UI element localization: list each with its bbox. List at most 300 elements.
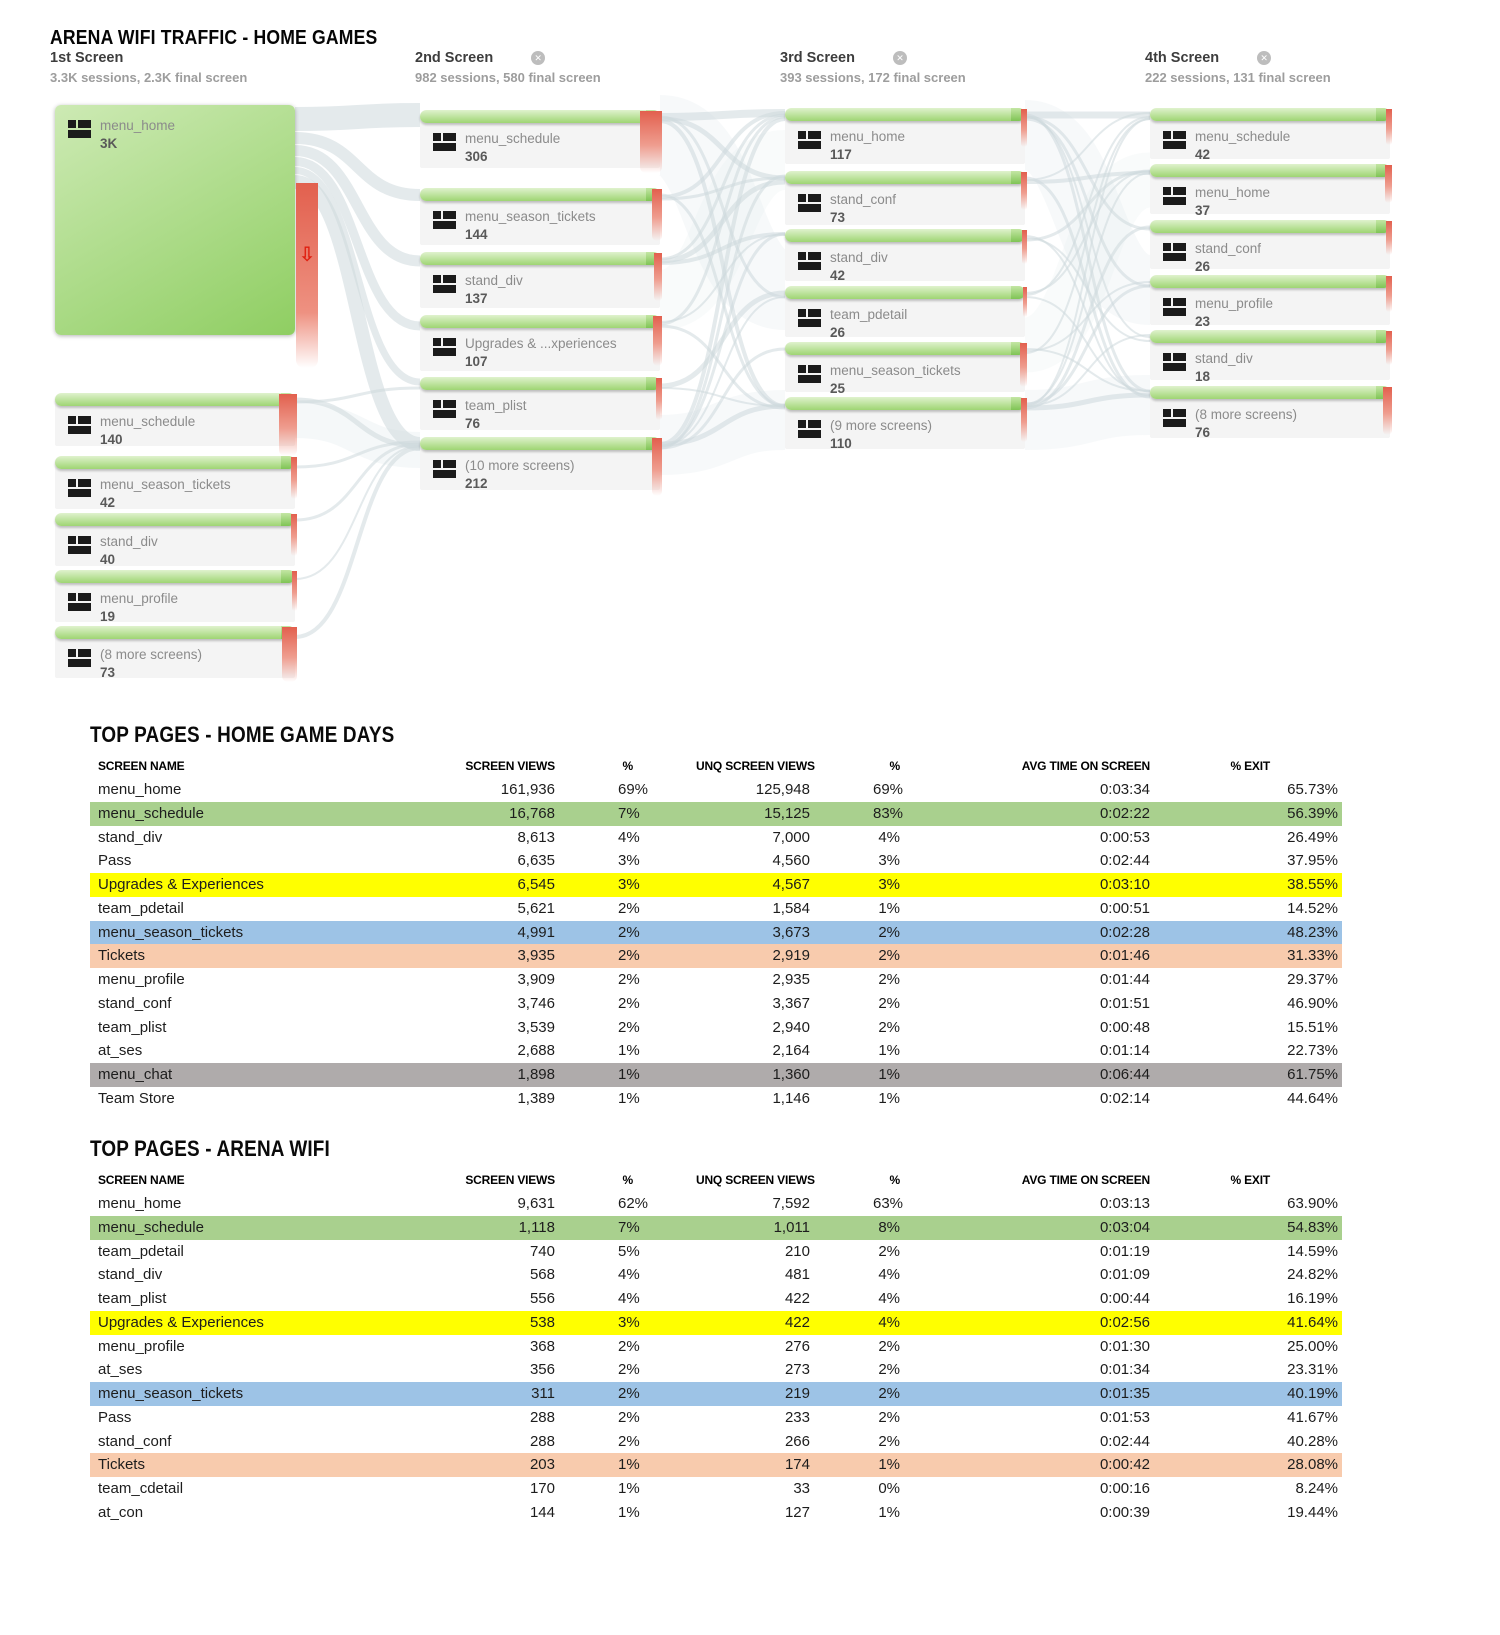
value-cell: 41.67%: [1287, 1408, 1338, 1426]
node-label: [68, 647, 202, 680]
value-cell: 0:02:56: [1099, 1313, 1150, 1331]
value-cell: 8,613: [517, 828, 555, 846]
screen-name-cell: at_con: [98, 1503, 144, 1521]
value-cell: 16.19%: [1287, 1290, 1338, 1307]
screen-name-cell: menu_season_tickets: [98, 1385, 244, 1402]
exit-dropoff: [1020, 343, 1027, 387]
value-cell: 2%: [878, 1361, 900, 1379]
table-row: [90, 1016, 1342, 1040]
node-bar: [55, 393, 295, 406]
column-summary: 222 sessions, 131 final screen: [1145, 70, 1331, 85]
flow-node-menu-season-tickets[interactable]: [785, 342, 1025, 396]
value-cell: 0:01:30: [1099, 1337, 1150, 1355]
value-cell: 174: [784, 1456, 810, 1474]
node-label: [433, 131, 560, 164]
screen-name-cell: at_ses: [98, 1042, 143, 1060]
node-value: 137: [465, 290, 488, 306]
exit-dropoff: [652, 189, 662, 241]
flow-node-menu-profile[interactable]: [55, 570, 295, 622]
screen-icon: [1163, 409, 1186, 433]
column-title: 4th Screen: [1145, 50, 1220, 66]
value-cell: 1%: [878, 899, 900, 917]
value-cell: 481: [784, 1266, 810, 1284]
node-name: menu_home: [830, 129, 906, 144]
node-value: 42: [830, 267, 846, 283]
column-header: %: [622, 1173, 633, 1187]
value-cell: 3,909: [517, 971, 555, 988]
node-label: [433, 336, 617, 369]
value-cell: 1,146: [772, 1089, 810, 1107]
screen-name-cell: menu_schedule: [98, 804, 204, 822]
value-cell: 41.64%: [1287, 1313, 1338, 1331]
value-cell: 1%: [618, 1066, 640, 1083]
value-cell: 24.82%: [1287, 1266, 1338, 1284]
value-cell: 4,560: [772, 852, 810, 870]
table-row: [90, 968, 1342, 992]
value-cell: 1%: [618, 1089, 640, 1107]
report-title: ARENA WIFI TRAFFIC - HOME GAMES: [50, 27, 378, 49]
value-cell: 2%: [878, 1337, 900, 1355]
value-cell: 422: [784, 1313, 810, 1331]
node-bar: [785, 229, 1025, 242]
table-row: [90, 1453, 1342, 1477]
value-cell: 40.19%: [1287, 1385, 1338, 1402]
flow-node-menu-profile[interactable]: [1150, 275, 1390, 329]
exit-dropoff: [1386, 331, 1392, 365]
node-label: [68, 118, 175, 151]
node-value: 25: [830, 380, 846, 396]
value-cell: 161,936: [500, 781, 555, 798]
value-cell: 29.37%: [1287, 971, 1338, 988]
value-cell: 0:01:35: [1099, 1385, 1150, 1402]
screen-name-cell: Pass: [98, 1408, 132, 1426]
node-value: 107: [465, 353, 488, 369]
table-row: [90, 778, 1342, 802]
value-cell: 0%: [878, 1480, 900, 1497]
node-name: (9 more screens): [830, 418, 933, 433]
node-bar: [55, 513, 295, 526]
screen-name-cell: Upgrades & Experiences: [98, 876, 264, 893]
value-cell: 6,545: [517, 876, 555, 893]
value-cell: 125,948: [755, 781, 810, 798]
value-cell: 1%: [878, 1503, 900, 1521]
value-cell: 2%: [618, 994, 640, 1012]
value-cell: 0:02:22: [1099, 804, 1150, 822]
node-bar: [1150, 164, 1390, 177]
value-cell: 1,011: [773, 1218, 810, 1236]
value-cell: 1%: [618, 1456, 640, 1474]
value-cell: 2%: [878, 994, 900, 1012]
value-cell: 2%: [618, 1385, 640, 1402]
value-cell: 2,919: [772, 947, 810, 965]
flow-node-menu-home[interactable]: [785, 108, 1025, 164]
value-cell: 83%: [873, 804, 904, 822]
value-cell: 9,631: [517, 1195, 555, 1212]
value-cell: 1%: [618, 1042, 640, 1060]
exit-dropoff: [291, 514, 297, 556]
node-label: [1163, 351, 1253, 384]
column-summary: 982 sessions, 580 final screen: [415, 70, 601, 85]
table-row: [90, 1087, 1342, 1111]
node-bar: [785, 342, 1025, 355]
column-summary: 393 sessions, 172 final screen: [780, 70, 966, 85]
node-bar: [55, 626, 295, 639]
table-row: [90, 849, 1342, 873]
node-bar: [1150, 275, 1390, 288]
screen-icon: [1163, 243, 1186, 267]
table-row: [90, 944, 1342, 968]
exit-dropoff: [653, 316, 662, 366]
value-cell: 7,592: [772, 1195, 810, 1212]
flow-column-header-1: [50, 50, 350, 85]
node-name: stand_div: [830, 250, 888, 265]
table-header-row: [90, 1170, 1342, 1192]
table-row: [90, 873, 1342, 897]
exit-dropoff: [1386, 109, 1392, 145]
value-cell: 3%: [878, 852, 900, 870]
close-column-icon[interactable]: ✕: [893, 51, 907, 65]
screen-name-cell: Team Store: [98, 1089, 175, 1107]
node-value: 42: [1195, 146, 1211, 162]
flow-node-menu-season-tickets[interactable]: [55, 456, 295, 509]
column-title: 2nd Screen: [415, 50, 494, 66]
value-cell: 288: [529, 1408, 555, 1426]
node-value: 26: [1195, 258, 1211, 274]
screen-name-cell: menu_home: [98, 781, 182, 798]
value-cell: 2,688: [517, 1042, 555, 1060]
node-name: menu_schedule: [465, 131, 561, 146]
screen-icon: [798, 365, 821, 389]
column-title: 3rd Screen: [780, 50, 855, 66]
screen-name-cell: Tickets: [98, 947, 145, 965]
node-value: 42: [100, 494, 116, 510]
dropoff-arrow-icon: ⇩: [298, 244, 316, 266]
node-name: stand_div: [465, 273, 523, 288]
value-cell: 1,898: [517, 1066, 555, 1083]
table-row: [90, 1240, 1342, 1264]
value-cell: 2,164: [772, 1042, 810, 1060]
node-label: [798, 363, 961, 396]
flow-node-menu-home[interactable]: [55, 105, 295, 335]
value-cell: 7,000: [772, 828, 810, 846]
value-cell: 2%: [878, 1242, 900, 1260]
value-cell: 556: [529, 1290, 555, 1307]
exit-dropoff: [279, 394, 297, 456]
close-column-icon[interactable]: ✕: [1257, 51, 1271, 65]
table-row: [90, 1501, 1342, 1525]
node-label: [68, 477, 231, 510]
node-name: team_pdetail: [830, 307, 908, 322]
value-cell: 62%: [618, 1195, 649, 1212]
value-cell: 273: [784, 1361, 810, 1379]
node-value: 73: [100, 664, 116, 680]
value-cell: 4%: [878, 828, 900, 846]
value-cell: 7%: [618, 804, 640, 822]
node-value: 18: [1195, 368, 1211, 384]
value-cell: 38.55%: [1287, 876, 1338, 893]
node-name: menu_season_tickets: [465, 209, 596, 224]
table-row: [90, 802, 1342, 826]
column-header: %: [889, 1173, 900, 1187]
screen-icon: [433, 338, 456, 362]
flow-column-header-4: [1145, 50, 1445, 85]
table-row: [90, 1287, 1342, 1311]
value-cell: 2%: [618, 1018, 640, 1036]
flow-link: [295, 115, 420, 119]
node-name: menu_schedule: [100, 414, 196, 429]
flow-node-stand-div[interactable]: [785, 229, 1025, 281]
screen-icon: [433, 275, 456, 299]
table-row: [90, 1430, 1342, 1454]
table-row: [90, 1216, 1342, 1240]
value-cell: 37.95%: [1287, 852, 1338, 870]
value-cell: 1%: [878, 1456, 900, 1474]
screen-icon: [68, 649, 91, 673]
exit-dropoff: [1386, 276, 1392, 312]
node-name: menu_season_tickets: [830, 363, 961, 378]
screen-name-cell: menu_schedule: [98, 1218, 204, 1236]
value-cell: 356: [529, 1361, 555, 1379]
screen-icon: [433, 460, 456, 484]
node-label: [1163, 241, 1261, 274]
flow-node--8-more-screens-[interactable]: [1150, 386, 1390, 438]
value-cell: 0:01:14: [1099, 1042, 1150, 1060]
table-header-row: [90, 756, 1342, 778]
table-top-pages-arena-wifi: [90, 1136, 1342, 1525]
table-row: [90, 1263, 1342, 1287]
close-column-icon[interactable]: ✕: [531, 51, 545, 65]
node-value: 73: [830, 209, 846, 225]
column-header: %: [622, 759, 633, 773]
screen-icon: [68, 536, 91, 560]
flow-node--9-more-screens-[interactable]: [785, 397, 1025, 449]
value-cell: 422: [784, 1290, 810, 1307]
flow-node-stand-conf[interactable]: [1150, 220, 1390, 274]
value-cell: 2,935: [772, 971, 810, 988]
column-header: SCREEN VIEWS: [465, 1173, 555, 1187]
node-name: (8 more screens): [1195, 407, 1298, 422]
value-cell: 740: [529, 1242, 555, 1260]
value-cell: 0:00:44: [1099, 1290, 1150, 1307]
value-cell: 69%: [618, 781, 649, 798]
value-cell: 2,940: [772, 1018, 810, 1036]
column-header: UNQ SCREEN VIEWS: [696, 759, 815, 773]
column-header: SCREEN NAME: [98, 1173, 185, 1187]
value-cell: 44.64%: [1287, 1089, 1338, 1107]
flow-node-menu-schedule[interactable]: [55, 393, 295, 446]
node-value: 26: [830, 324, 846, 340]
column-header: AVG TIME ON SCREEN: [1021, 759, 1150, 773]
value-cell: 1,360: [772, 1066, 810, 1083]
screen-icon: [1163, 298, 1186, 322]
screen-name-cell: menu_profile: [98, 971, 185, 988]
value-cell: 33: [793, 1480, 810, 1497]
node-label: [798, 192, 896, 225]
value-cell: 4,567: [772, 876, 810, 893]
screen-name-cell: Upgrades & Experiences: [98, 1313, 264, 1331]
screen-name-cell: stand_div: [98, 1266, 163, 1284]
screen-icon: [798, 309, 821, 333]
value-cell: 26.49%: [1287, 828, 1338, 846]
value-cell: 170: [529, 1480, 555, 1497]
value-cell: 5%: [618, 1242, 640, 1260]
screen-icon: [798, 420, 821, 444]
value-cell: 0:01:53: [1099, 1408, 1150, 1426]
value-cell: 8%: [878, 1218, 900, 1236]
node-bar: [785, 108, 1025, 121]
value-cell: 2%: [878, 1385, 900, 1402]
node-value: 212: [465, 475, 488, 491]
node-name: menu_profile: [100, 591, 179, 606]
value-cell: 0:02:44: [1099, 852, 1150, 870]
exit-dropoff: [656, 378, 662, 420]
value-cell: 0:01:34: [1099, 1361, 1150, 1379]
exit-dropoff: [282, 627, 297, 682]
exit-dropoff: [1023, 287, 1027, 317]
value-cell: 0:01:44: [1099, 971, 1150, 988]
flow-link: [295, 448, 420, 637]
screen-name-cell: at_ses: [98, 1361, 143, 1379]
value-cell: 5,621: [517, 899, 555, 917]
screen-icon: [433, 400, 456, 424]
value-cell: 276: [784, 1337, 810, 1355]
flow-column-header-3: [780, 50, 1080, 85]
screen-name-cell: team_plist: [98, 1290, 167, 1307]
value-cell: 2%: [618, 947, 640, 965]
node-value: 306: [465, 148, 488, 164]
value-cell: 2%: [618, 1408, 640, 1426]
flow-node-upgrades-xperiences[interactable]: [420, 315, 660, 371]
flow-node-menu-schedule[interactable]: [1150, 108, 1390, 162]
value-cell: 23.31%: [1287, 1361, 1338, 1379]
table-row: [90, 992, 1342, 1016]
screen-name-cell: team_pdetail: [98, 1242, 184, 1260]
node-name: stand_div: [1195, 351, 1253, 366]
exit-dropoff: [1021, 109, 1027, 147]
node-label: [68, 534, 158, 567]
flow-node-stand-div[interactable]: [1150, 330, 1390, 384]
value-cell: 28.08%: [1287, 1456, 1338, 1474]
value-cell: 4%: [878, 1290, 900, 1307]
value-cell: 219: [784, 1385, 810, 1402]
value-cell: 210: [784, 1242, 810, 1260]
flow-node-menu-season-tickets[interactable]: [420, 188, 660, 245]
value-cell: 0:06:44: [1099, 1066, 1150, 1083]
node-name: stand_conf: [830, 192, 897, 207]
flow-column-header-2: [415, 50, 715, 85]
column-header: UNQ SCREEN VIEWS: [696, 1173, 815, 1187]
table-row: [90, 1039, 1342, 1063]
node-label: [1163, 185, 1270, 218]
column-summary: 3.3K sessions, 2.3K final screen: [50, 70, 248, 85]
behavior-flow-diagram: [0, 0, 1500, 722]
node-name: menu_profile: [1195, 296, 1274, 311]
screen-name-cell: team_cdetail: [98, 1480, 184, 1497]
value-cell: 203: [529, 1456, 555, 1474]
value-cell: 69%: [873, 781, 904, 798]
flow-node-stand-conf[interactable]: [785, 171, 1025, 225]
node-label: [68, 591, 178, 624]
screen-icon: [798, 252, 821, 276]
node-value: 76: [465, 415, 481, 431]
table-top-pages-home-game-days: [90, 722, 1342, 1111]
value-cell: 3%: [618, 1313, 640, 1331]
value-cell: 2%: [878, 1408, 900, 1426]
table-row: [90, 1406, 1342, 1430]
value-cell: 568: [529, 1266, 555, 1284]
value-cell: 2%: [878, 1432, 900, 1450]
value-cell: 46.90%: [1287, 994, 1338, 1012]
exit-dropoff: [1021, 398, 1027, 442]
value-cell: 1%: [878, 1066, 900, 1083]
value-cell: 16,768: [509, 804, 555, 822]
value-cell: 3%: [618, 852, 640, 870]
value-cell: 0:02:28: [1099, 923, 1150, 941]
exit-dropoff: [291, 457, 297, 499]
value-cell: 31.33%: [1287, 947, 1338, 965]
node-value: 40: [100, 551, 116, 567]
flow-node-stand-div[interactable]: [55, 513, 295, 566]
screen-name-cell: team_plist: [98, 1018, 167, 1036]
flow-node--10-more-screens-[interactable]: [420, 437, 660, 490]
table-row: [90, 1063, 1342, 1087]
value-cell: 233: [784, 1408, 810, 1426]
value-cell: 2%: [618, 1337, 640, 1355]
node-name: Upgrades & ...xperiences: [465, 336, 617, 351]
value-cell: 0:00:48: [1099, 1018, 1150, 1036]
value-cell: 3,935: [517, 947, 555, 965]
screen-icon: [1163, 353, 1186, 377]
exit-dropoff: [1383, 387, 1392, 435]
exit-dropoff: [292, 571, 297, 611]
table-title: TOP PAGES - HOME GAME DAYS: [90, 722, 395, 747]
value-cell: 63.90%: [1287, 1195, 1338, 1212]
table-row: [90, 826, 1342, 850]
screen-icon: [68, 416, 91, 440]
table-row: [90, 1311, 1342, 1335]
value-cell: 63%: [873, 1195, 904, 1212]
value-cell: 48.23%: [1287, 923, 1338, 941]
exit-dropoff: [652, 438, 662, 496]
value-cell: 0:03:10: [1099, 876, 1150, 893]
flow-node--8-more-screens-[interactable]: [55, 626, 295, 678]
value-cell: 19.44%: [1287, 1503, 1338, 1521]
column-header: %: [889, 759, 900, 773]
value-cell: 4%: [878, 1266, 900, 1284]
flow-node-team-pdetail[interactable]: [785, 286, 1025, 340]
value-cell: 266: [784, 1432, 810, 1450]
node-bar: [420, 188, 660, 201]
value-cell: 4,991: [517, 923, 555, 941]
exit-dropoff: [1021, 172, 1027, 210]
value-cell: 2%: [618, 1432, 640, 1450]
node-value: 19: [100, 608, 116, 624]
flow-node-team-plist[interactable]: [420, 377, 660, 430]
node-label: [433, 209, 596, 242]
value-cell: 4%: [618, 828, 640, 846]
flow-node-stand-div[interactable]: [420, 252, 660, 308]
node-name: menu_home: [1195, 185, 1271, 200]
flow-node-menu-home[interactable]: [1150, 164, 1390, 218]
value-cell: 3%: [878, 876, 900, 893]
screen-name-cell: stand_div: [98, 828, 163, 846]
value-cell: 15,125: [764, 804, 810, 822]
flow-node-menu-schedule[interactable]: [420, 110, 660, 168]
node-bar: [420, 315, 660, 328]
table-row: [90, 1358, 1342, 1382]
value-cell: 2%: [618, 971, 640, 988]
value-cell: 0:03:13: [1099, 1195, 1150, 1212]
